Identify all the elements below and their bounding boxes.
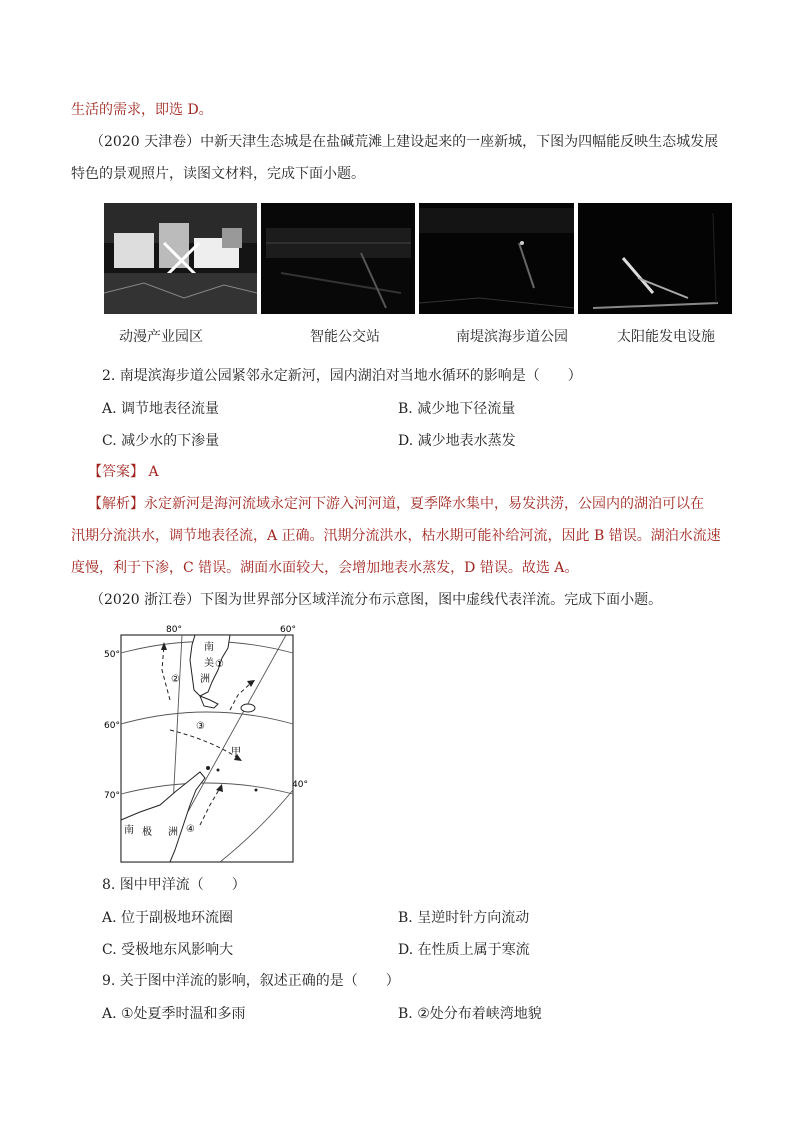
marker-4: ④ xyxy=(186,824,195,835)
question-2-stem: 2. 南堤滨海步道公园紧邻永定新河，园内湖泊对当地水循环的影响是（ ） xyxy=(102,368,582,384)
question-8-option-b: B. 呈逆时针方向流动 xyxy=(398,910,530,926)
question-intro-line1: （2020 天津卷）中新天津生态城是在盐碱荒滩上建设起来的一座新城，下图为四幅能反映生态城发展 xyxy=(90,134,719,150)
photo-animation-park xyxy=(104,203,257,314)
label-jia: 甲 xyxy=(231,747,241,758)
question-2-option-a: A. 调节地表径流量 xyxy=(102,401,220,417)
label-mei: 美 xyxy=(204,658,214,669)
photo-caption-2: 智能公交站 xyxy=(310,329,380,345)
marker-3: ③ xyxy=(196,721,205,732)
lat-label-60: 60° xyxy=(104,721,120,731)
question-9-stem: 9. 关于图中洋流的影响，叙述正确的是（ ） xyxy=(102,973,400,989)
lon-label-80: 80° xyxy=(166,625,182,635)
answer-line xyxy=(88,462,159,482)
ocean-current-map xyxy=(100,620,310,865)
analysis-line3: 度慢，利于下渗，C 错误。湖面水面较大，会增加地表水蒸发，D 错误。故选 A。 xyxy=(71,560,579,576)
question-8-option-a: A. 位于副极地环流圈 xyxy=(102,910,234,926)
marker-1: ① xyxy=(215,659,224,670)
lat-label-70: 70° xyxy=(104,791,120,801)
photo-caption-4: 太阳能发电设施 xyxy=(617,329,715,345)
question-2-option-d: D. 减少地表水蒸发 xyxy=(398,433,516,449)
photo-smart-bus-stop xyxy=(261,203,415,314)
analysis-line1 xyxy=(88,494,704,514)
photo-caption-1: 动漫产业园区 xyxy=(119,329,203,345)
question-intro-line2: 特色的景观照片，读图文材料，完成下面小题。 xyxy=(71,166,365,182)
analysis-label: 【解析】 xyxy=(88,496,144,512)
lat-label-50: 50° xyxy=(104,650,120,660)
analysis-text-1: 永定新河是海河流域永定河下游入河河道，夏季降水集中，易发洪涝，公园内的湖泊可以在 xyxy=(144,496,704,512)
question-8-option-c: C. 受极地东风影响大 xyxy=(102,942,234,958)
question-2-option-b: B. 减少地下径流量 xyxy=(398,401,516,417)
label-nan-antarctica: 南 xyxy=(124,825,134,836)
question-8-option-d: D. 在性质上属于寒流 xyxy=(398,942,530,958)
question-9-option-a: A. ①处夏季时温和多雨 xyxy=(102,1006,246,1022)
answer-label: 【答案】 xyxy=(88,464,144,480)
marker-2: ② xyxy=(171,674,180,685)
photo-coastal-park xyxy=(419,203,574,314)
photo-caption-3: 南堤滨海步道公园 xyxy=(456,329,568,345)
question-8-stem: 8. 图中甲洋流（ ） xyxy=(102,877,246,893)
label-nan: 南 xyxy=(204,642,214,653)
analysis-line2: 汛期分流洪水，调节地表径流，A 正确。汛期分流洪水，枯水期可能补给河流，因此 B 错误。湖泊水流速 xyxy=(71,528,721,544)
label-zhou: 洲 xyxy=(200,674,210,685)
answer-tail-text: 生活的需求，即选 D。 xyxy=(71,102,213,118)
lon-label-60: 60° xyxy=(280,625,296,635)
question-9-option-b: B. ②处分布着峡湾地貌 xyxy=(398,1006,542,1022)
question-intro-zhejiang: （2020 浙江卷）下图为世界部分区域洋流分布示意图，图中虚线代表洋流。完成下面小题。 xyxy=(90,592,663,608)
label-zhou-antarctica: 洲 xyxy=(168,827,178,838)
answer-value: A xyxy=(148,464,159,480)
question-2-option-c: C. 减少水的下渗量 xyxy=(102,433,220,449)
lon-label-40: 40° xyxy=(292,780,308,790)
photo-solar-facility xyxy=(578,203,732,314)
label-ji: 极 xyxy=(142,827,152,838)
